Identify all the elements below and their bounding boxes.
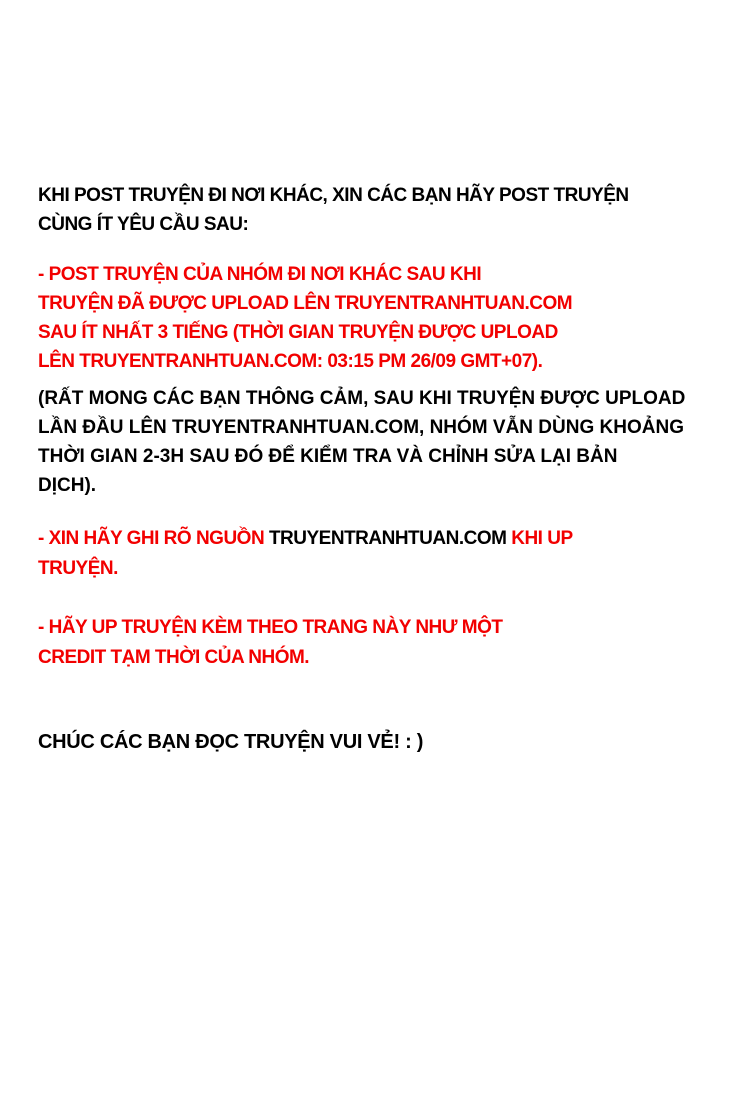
intro-line-2: CÙNG ÍT YÊU CẦU SAU: [38,214,249,235]
rule-credit-source-line-2: TRUYỆN. [38,558,118,579]
rule-post-delay-line-3: SAU ÍT NHẤT 3 TIẾNG (THỜI GIAN TRUYỆN ĐƯỢC UPLOAD [38,322,558,343]
closing-message: CHÚC CÁC BẠN ĐỌC TRUYỆN VUI VẺ! : ) [38,731,424,753]
upload-note-line-3: THỜI GIAN 2-3H SAU ĐÓ ĐỂ KIỂM TRA VÀ CHỈNH SỬA LẠI BẢN [38,446,618,467]
rule-post-delay [38,260,740,376]
rule-credit-source [38,524,740,584]
rule-credit-page-line-2: CREDIT TẠM THỜI CỦA NHÓM. [38,647,310,668]
intro-text [38,181,740,239]
upload-note-line-1: (RẤT MONG CÁC BẠN THÔNG CẢM, SAU KHI TRUYỆN ĐƯỢC UPLOAD [38,388,686,409]
rule-credit-source-tail: KHI UP [511,528,573,549]
rule-post-delay-line-1: - POST TRUYỆN CỦA NHÓM ĐI NƠI KHÁC SAU KHI [38,264,482,285]
rule-credit-source-line-1 [38,524,740,554]
upload-note-line-4: DỊCH). [38,475,97,496]
rule-credit-page-line-1: - HÃY UP TRUYỆN KÈM THEO TRANG NÀY NHƯ MỘT [38,617,503,638]
intro-line-1: KHI POST TRUYỆN ĐI NƠI KHÁC, XIN CÁC BẠN HÃY POST TRUYỆN [38,185,629,206]
site-name: TRUYENTRANHTUAN.COM [268,528,507,549]
rule-post-delay-line-4: LÊN TRUYENTRANHTUAN.COM: 03:15 PM 26/09 GMT+07). [38,351,543,372]
rule-post-delay-line-2: TRUYỆN ĐÃ ĐƯỢC UPLOAD LÊN TRUYENTRANHTUAN.COM [38,293,573,314]
rule-credit-page-text [38,613,740,673]
upload-note [38,384,740,500]
rule-credit-source-lead: - XIN HÃY GHI RÕ NGUỒN [38,528,265,549]
upload-note-line-2: LẦN ĐẦU LÊN TRUYENTRANHTUAN.COM, NHÓM VẪN DÙNG KHOẢNG [38,417,684,438]
